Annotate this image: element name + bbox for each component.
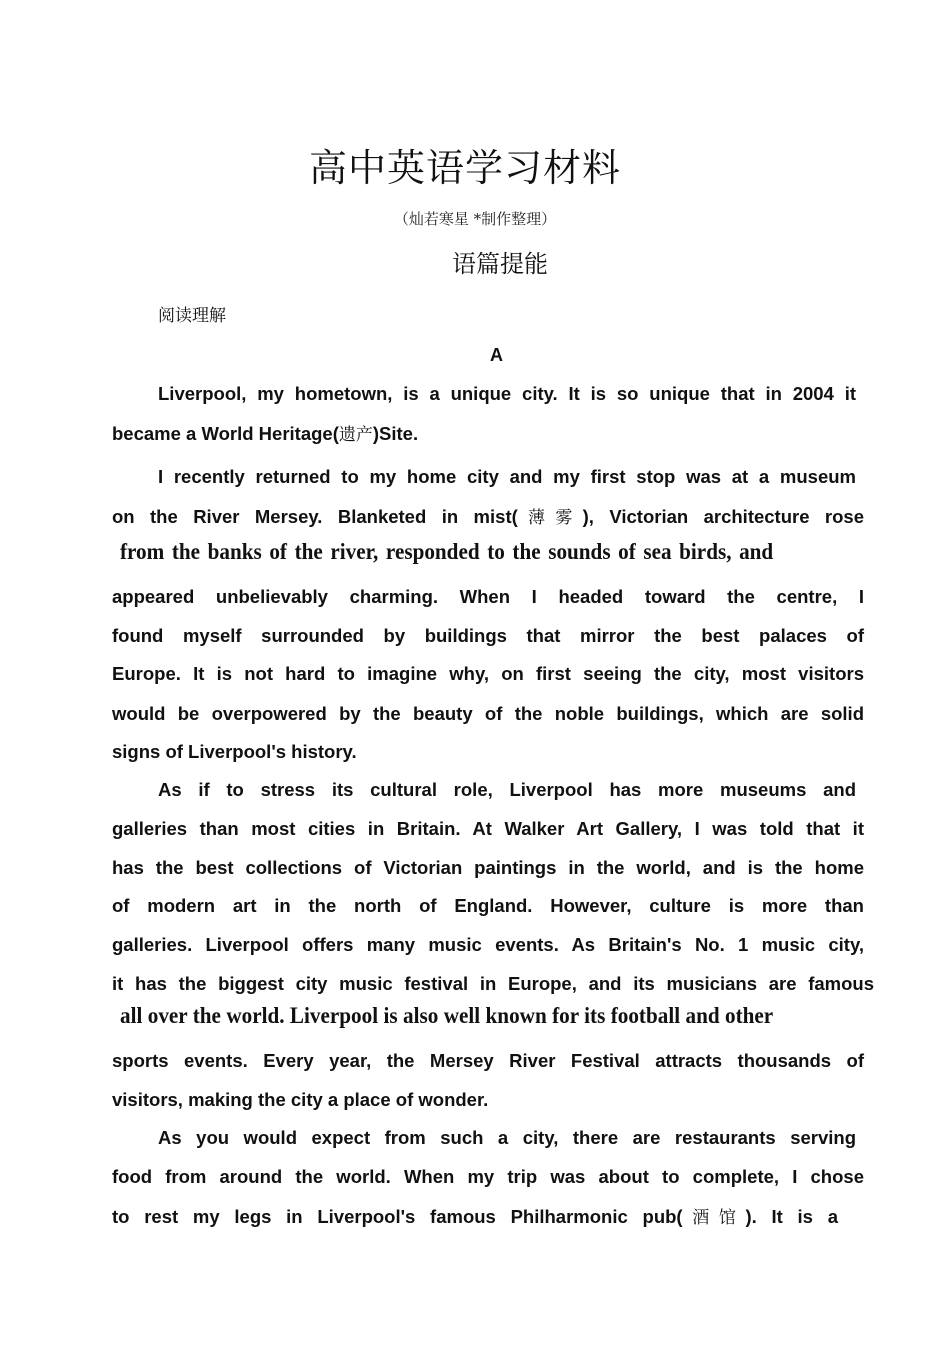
text-line <box>112 1205 838 1230</box>
text-line: appeared unbelievably charming. When I headed toward the centre, I <box>112 586 864 607</box>
text-line: food from around the world. When my trip was about to complete, I chose <box>112 1166 864 1187</box>
page-title: 高中英语学习材料 <box>308 146 621 190</box>
text-line: As you would expect from such a city, there are restaurants serving <box>158 1127 856 1148</box>
sub-section-title: 阅读理解 <box>158 306 226 326</box>
text-line: I recently returned to my home city and my first stop was at a museum <box>158 466 856 487</box>
text-line: Europe. It is not hard to imagine why, on first seeing the city, most visitors <box>112 663 864 684</box>
gloss: 薄雾 <box>517 508 583 528</box>
text-line: found myself surrounded by buildings that mirror the best palaces of <box>112 625 864 646</box>
section-title: 语篇提能 <box>452 250 548 278</box>
text-line: visitors, making the city a place of wonder. <box>112 1089 489 1110</box>
text-line: from the banks of the river, responded to the sounds of sea birds, and <box>120 539 774 564</box>
text-line: galleries than most cities in Britain. At Walker Art Gallery, I was told that it <box>112 818 864 839</box>
text-line: has the best collections of Victorian paintings in the world, and is the home <box>112 857 864 878</box>
text-line: would be overpowered by the beauty of the noble buildings, which are solid <box>112 703 864 724</box>
text-fragment: ), Victorian architecture rose <box>582 506 865 527</box>
text-line: sports events. Every year, the Mersey River Festival attracts thousands of <box>112 1050 864 1071</box>
text-fragment: became a World Heritage( <box>112 423 339 444</box>
gloss: 遗产 <box>338 425 373 445</box>
text-line: galleries. Liverpool offers many music events. As Britain's No. 1 music city, <box>112 934 864 955</box>
text-line: of modern art in the north of England. However, culture is more than <box>112 895 864 916</box>
text-fragment: on the River Mersey. Blanketed in mist( <box>112 506 518 527</box>
passage-letter: A <box>490 345 503 365</box>
text-line: it has the biggest city music festival in Europe, and its musicians are famous <box>112 973 874 994</box>
text-line: Liverpool, my hometown, is a unique city. It is so unique that in 2004 it <box>158 383 856 404</box>
text-line <box>112 422 864 447</box>
text-fragment: ). It is a <box>745 1206 839 1227</box>
text-line: all over the world. Liverpool is also well known for its football and other <box>120 1003 774 1028</box>
text-line: signs of Liverpool's history. <box>112 741 357 762</box>
text-fragment: )Site. <box>372 423 419 444</box>
gloss: 酒馆 <box>682 1208 746 1228</box>
text-line <box>112 505 864 530</box>
text-line: As if to stress its cultural role, Liverpool has more museums and <box>158 779 856 800</box>
text-fragment: to rest my legs in Liverpool's famous Philharmonic pub( <box>112 1206 683 1227</box>
page-subtitle: （灿若寒星 *制作整理） <box>393 210 557 228</box>
